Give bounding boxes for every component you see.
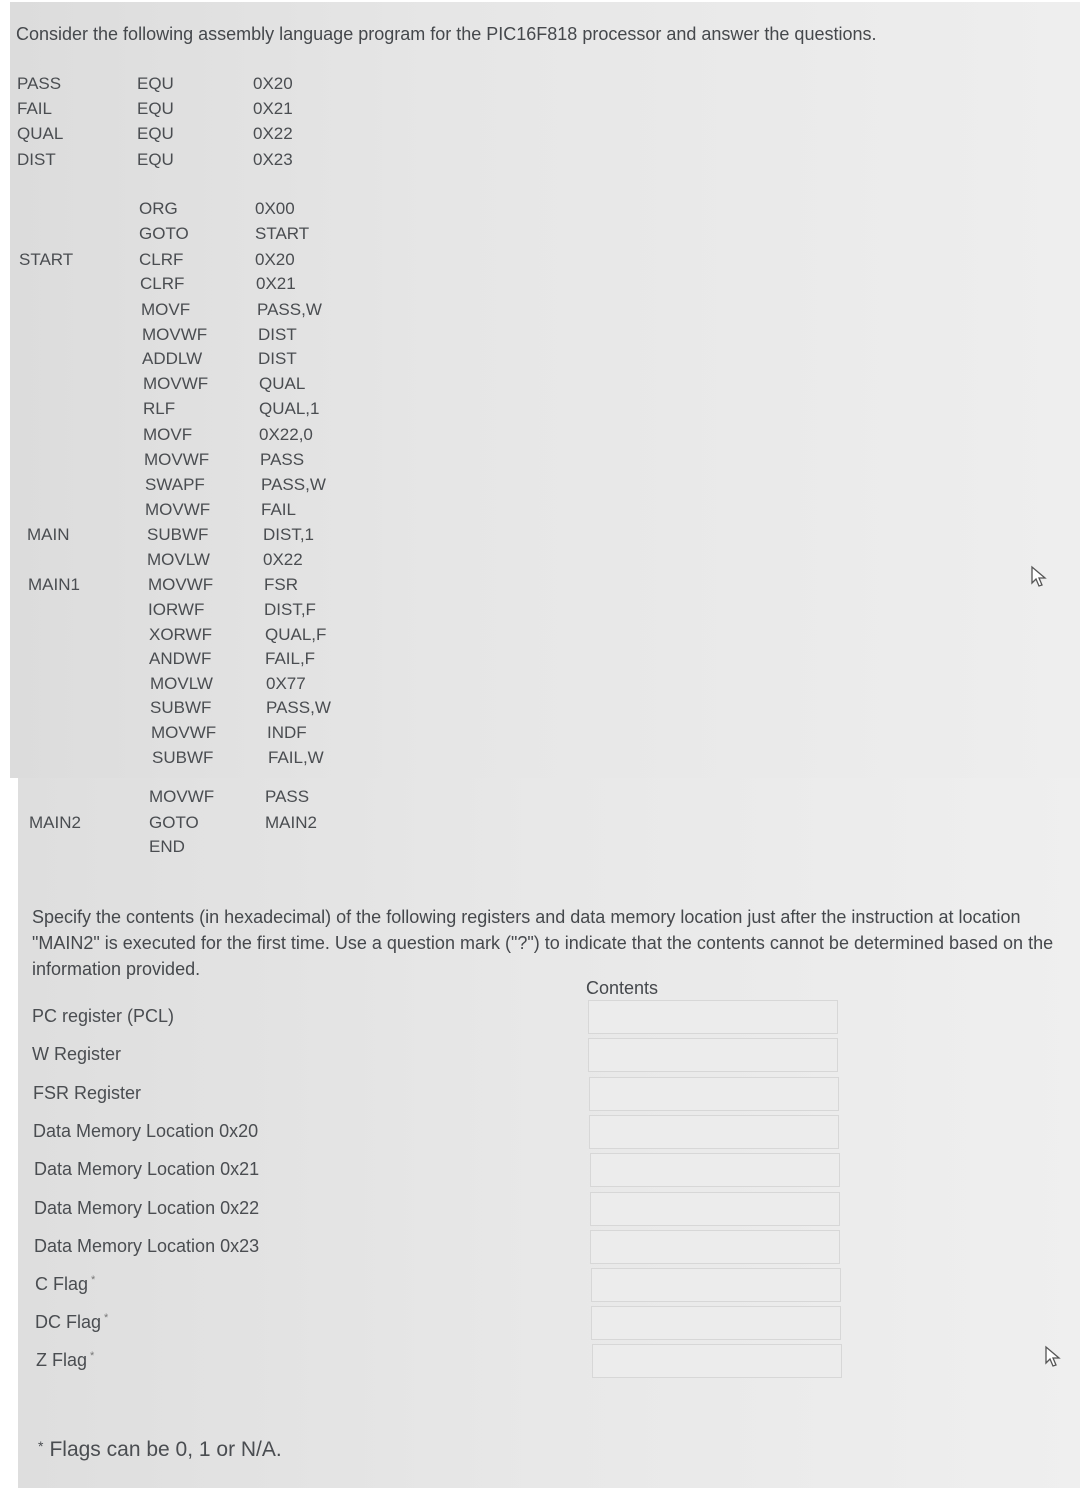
answer-input[interactable] xyxy=(589,1077,839,1111)
code-label: MAIN1 xyxy=(28,575,80,594)
code-instruction: ADDLW xyxy=(142,349,203,368)
code-operand: FSR xyxy=(264,575,298,594)
code-operand: QUAL xyxy=(259,374,306,393)
code-instruction: EQU xyxy=(137,74,174,93)
answer-input[interactable] xyxy=(590,1192,840,1226)
answer-input[interactable] xyxy=(590,1230,840,1264)
required-star: * xyxy=(90,1350,95,1362)
required-star: * xyxy=(91,1274,96,1286)
code-operand: 0X22,0 xyxy=(259,425,313,444)
answer-row xyxy=(35,1268,855,1306)
code-label: QUAL xyxy=(17,124,64,143)
answer-label xyxy=(33,1121,258,1142)
code-operand: MAIN2 xyxy=(265,813,317,832)
code-instruction: EQU xyxy=(137,150,174,169)
code-instruction: GOTO xyxy=(139,224,189,243)
intro-text: Consider the following assembly language program for the PIC16F818 processor and answer the questions. xyxy=(16,24,877,44)
code-instruction: SUBWF xyxy=(152,748,214,767)
code-instruction: GOTO xyxy=(149,813,199,832)
code-instruction: MOVLW xyxy=(150,674,213,693)
question-text: Specify the contents (in hexadecimal) of the following registers and data memory location just after the instruction at location "MAIN2" is executed for the first time. Use a question mark ("?") to indicate that the contents cannot be determined based on the information provided. xyxy=(32,907,1054,979)
answer-input[interactable] xyxy=(589,1115,839,1149)
code-operand: 0X22 xyxy=(263,550,303,569)
answer-input[interactable] xyxy=(592,1344,842,1378)
code-instruction: XORWF xyxy=(149,625,212,644)
code-instruction: ANDWF xyxy=(149,649,212,668)
code-operand: DIST xyxy=(258,325,297,344)
code-instruction: MOVWF xyxy=(143,374,209,393)
answer-label-text: Data Memory Location 0x22 xyxy=(34,1198,260,1218)
answer-row xyxy=(34,1230,854,1268)
contents-column-header: Contents xyxy=(586,978,659,998)
code-operand: 0X21 xyxy=(253,99,293,118)
code-operand: 0X22 xyxy=(253,124,293,143)
answer-input[interactable] xyxy=(591,1306,841,1340)
answer-input[interactable] xyxy=(591,1268,841,1302)
footnote-text: Flags can be 0, 1 or N/A. xyxy=(49,1438,282,1461)
answer-label-text: W Register xyxy=(32,1044,122,1064)
answer-row xyxy=(34,1153,854,1191)
answer-input[interactable] xyxy=(588,1000,838,1034)
code-operand: PASS,W xyxy=(257,300,322,319)
answer-label-text: PC register (PCL) xyxy=(32,1006,175,1026)
code-instruction: MOVLW xyxy=(147,550,210,569)
answer-label-text: Data Memory Location 0x23 xyxy=(34,1236,260,1256)
code-operand: INDF xyxy=(267,723,307,742)
code-instruction: ORG xyxy=(139,199,178,218)
answer-row xyxy=(32,1000,852,1038)
code-instruction: RLF xyxy=(143,399,176,418)
code-instruction: CLRF xyxy=(140,274,185,293)
answer-label xyxy=(34,1159,259,1180)
code-operand: 0X00 xyxy=(255,199,295,218)
flags-footnote xyxy=(38,1438,282,1462)
code-instruction: MOVF xyxy=(143,425,193,444)
answer-row xyxy=(36,1344,856,1382)
code-label: START xyxy=(19,250,74,269)
code-instruction: SUBWF xyxy=(147,525,209,544)
answer-label-text: Data Memory Location 0x20 xyxy=(33,1121,259,1141)
code-operand: DIST xyxy=(258,349,297,368)
code-operand: QUAL,1 xyxy=(259,399,320,418)
code-label: MAIN2 xyxy=(29,813,81,832)
code-operand: FAIL xyxy=(261,500,296,519)
mouse-pointer-icon xyxy=(1044,1345,1062,1369)
code-instruction: MOVWF xyxy=(148,575,214,594)
answer-label xyxy=(36,1350,94,1371)
code-operand: FAIL,W xyxy=(268,748,324,767)
answer-row xyxy=(35,1306,855,1344)
mouse-pointer-icon xyxy=(1030,565,1048,589)
answer-label xyxy=(32,1006,174,1027)
code-operand: QUAL,F xyxy=(265,625,327,644)
code-operand: PASS,W xyxy=(266,698,331,717)
answer-label xyxy=(34,1198,259,1219)
code-operand: START xyxy=(255,224,310,243)
code-operand: 0X23 xyxy=(253,150,293,169)
code-operand: PASS,W xyxy=(261,475,326,494)
answer-label xyxy=(32,1044,121,1065)
answer-label-text: Z Flag xyxy=(36,1350,88,1370)
code-instruction: IORWF xyxy=(148,600,205,619)
code-operand: DIST,1 xyxy=(263,525,315,544)
code-instruction: CLRF xyxy=(139,250,184,269)
answer-input[interactable] xyxy=(590,1153,840,1187)
code-instruction: MOVWF xyxy=(145,500,211,519)
footnote-star: * xyxy=(38,1438,44,1454)
code-operand: DIST,F xyxy=(264,600,316,619)
code-label: FAIL xyxy=(17,99,52,118)
answer-label-text: Data Memory Location 0x21 xyxy=(34,1159,260,1179)
answer-row xyxy=(33,1115,853,1153)
answer-label xyxy=(33,1083,141,1104)
code-instruction: SUBWF xyxy=(150,698,212,717)
code-instruction: MOVWF xyxy=(144,450,210,469)
code-operand: 0X21 xyxy=(256,274,296,293)
code-operand: PASS xyxy=(260,450,305,469)
answer-row xyxy=(33,1077,853,1115)
code-instruction: END xyxy=(149,837,185,856)
code-instruction: MOVWF xyxy=(142,325,208,344)
code-operand: 0X20 xyxy=(253,74,293,93)
answer-row xyxy=(32,1038,852,1076)
answer-row xyxy=(34,1192,854,1230)
code-instruction: MOVWF xyxy=(149,787,215,806)
code-operand: 0X77 xyxy=(266,674,306,693)
code-operand: FAIL,F xyxy=(265,649,316,668)
answer-label-text: DC Flag xyxy=(35,1312,102,1332)
code-instruction: EQU xyxy=(137,99,174,118)
code-instruction: EQU xyxy=(137,124,174,143)
answer-label-text: FSR Register xyxy=(33,1083,142,1103)
code-label: DIST xyxy=(17,150,56,169)
code-instruction: SWAPF xyxy=(145,475,205,494)
code-instruction: MOVF xyxy=(141,300,191,319)
code-operand: PASS xyxy=(265,787,310,806)
answer-label-text: C Flag xyxy=(35,1274,89,1294)
required-star: * xyxy=(104,1312,109,1324)
code-operand: 0X20 xyxy=(255,250,295,269)
answer-label xyxy=(35,1312,108,1333)
code-label: PASS xyxy=(17,74,62,93)
code-instruction: MOVWF xyxy=(151,723,217,742)
code-label: MAIN xyxy=(27,525,70,544)
answer-label xyxy=(35,1274,95,1295)
answer-input[interactable] xyxy=(588,1038,838,1072)
answer-label xyxy=(34,1236,259,1257)
